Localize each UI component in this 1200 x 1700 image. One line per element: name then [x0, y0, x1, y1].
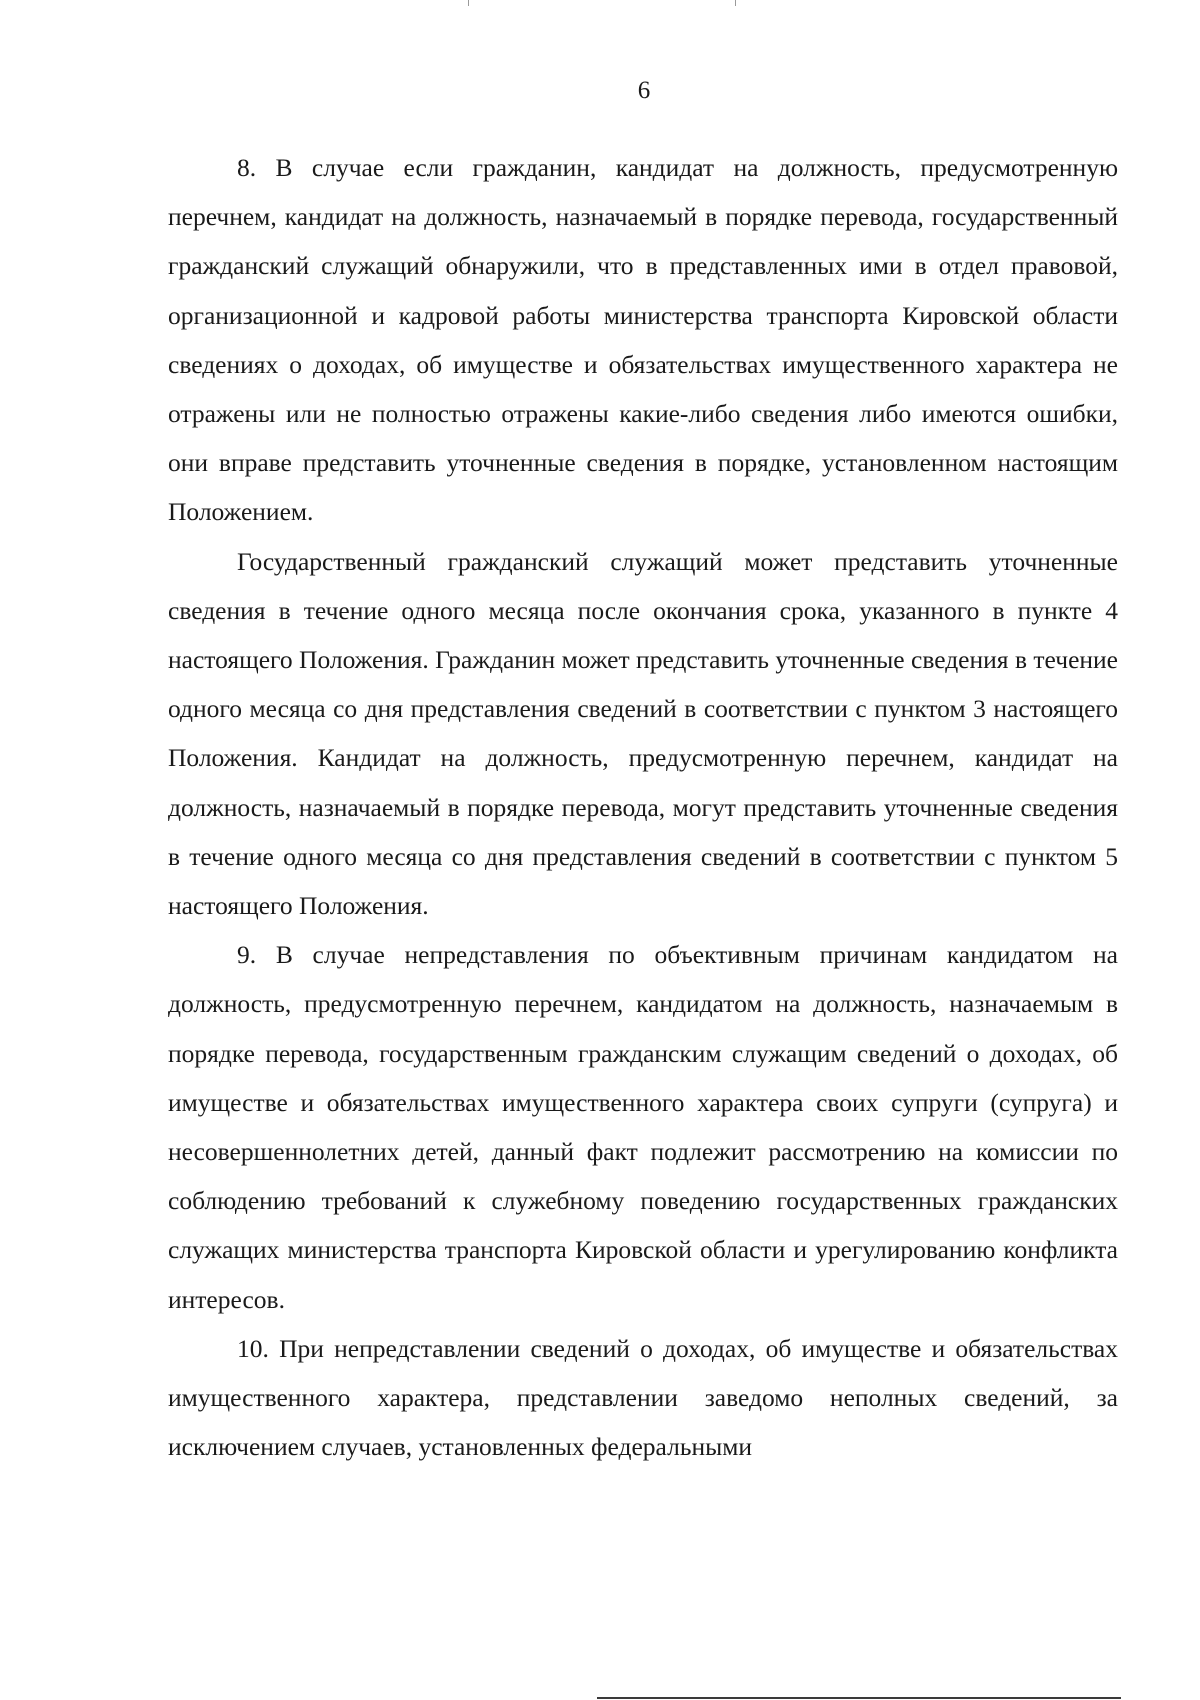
page-bottom-rule — [597, 1697, 1121, 1699]
scan-mark — [735, 0, 736, 6]
paragraph-clause-10: 10. При непредставлении сведений о доходах, об имуществе и обязательствах имущественного характера, представлении заведомо неполных сведений, за исключением случаев, установленных федеральными — [168, 1333, 1118, 1462]
paragraph-clause-8-continued: Государственный гражданский служащий может представить уточненные сведения в течение одного месяца после окончания срока, указанного в пункте 4 настоящего Положения. Гражданин может представить уточненные сведения в течение одного месяца со дня представления сведений в соответствии с пунктом 3 настоящего Положения. Кандидат на должность, предусмотренную перечнем, кандидат на должность, назначаемый в порядке перевода, могут представить уточненные сведения в течение одного месяца со дня представления сведений в соответствии с пунктом 5 настоящего Положения. — [168, 546, 1118, 921]
scan-mark — [468, 0, 469, 6]
paragraph-clause-9: 9. В случае непредставления по объективным причинам кандидатом на должность, предусмотренную перечнем, кандидатом на должность, назначаемым в порядке перевода, государственным гражданским служащим сведений о доходах, об имуществе и обязательствах имущественного характера своих супруги (супруга) и несовершеннолетних детей, данный факт подлежит рассмотрению на комиссии по соблюдению требований к служебному поведению государственных гражданских служащих министерства транспорта Кировской области и урегулированию конфликта интересов. — [168, 940, 1118, 1314]
page-number: 6 — [637, 77, 651, 104]
paragraph-clause-8: 8. В случае если гражданин, кандидат на должность, предусмотренную перечнем, кандидат на должность, назначаемый в порядке перевода, государственный гражданский служащий обнаружили, что в представленных ими в отдел правовой, организационной и кадровой работы министерства транспорта Кировской области сведениях о доходах, об имуществе и обязательствах имущественного характера не отражены или не полностью отражены какие-либо сведения либо имеются ошибки, они вправе представить уточненные сведения в порядке, установленном настоящим Положением. — [168, 153, 1118, 527]
document-body — [168, 143, 1118, 1471]
